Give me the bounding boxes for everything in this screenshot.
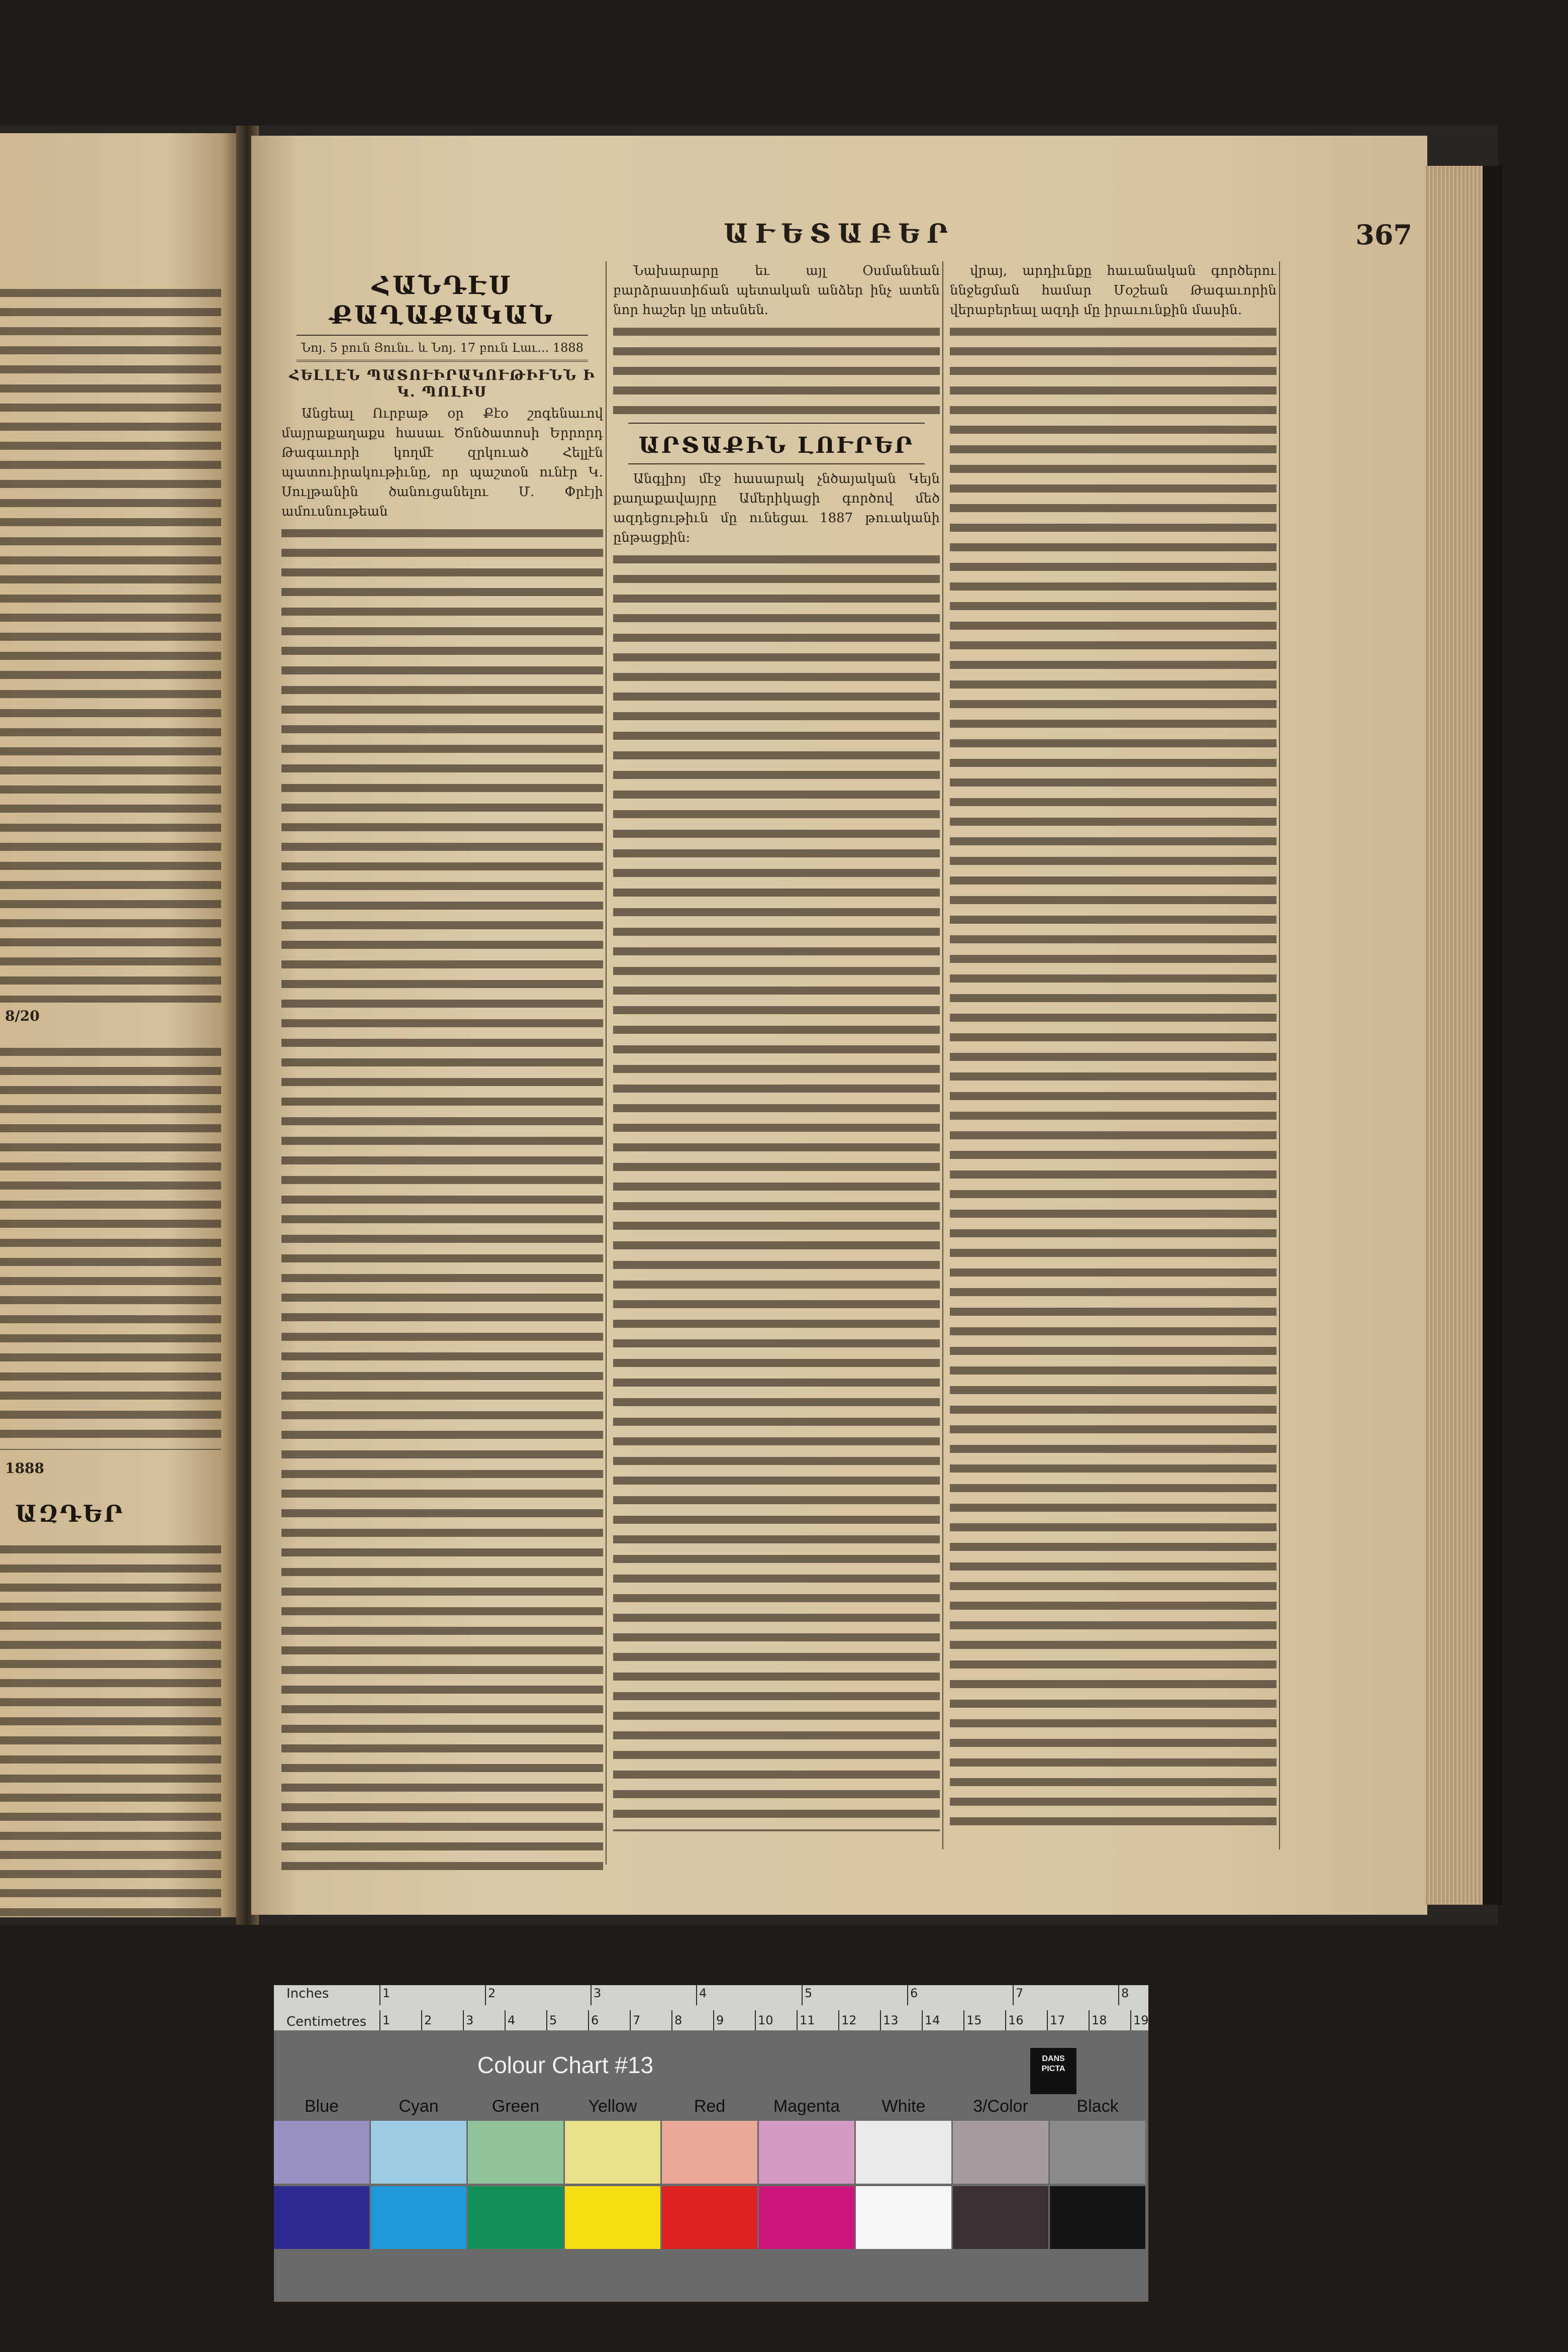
chart-title: Colour Chart #13 <box>477 2052 654 2078</box>
column-1 <box>281 261 603 1875</box>
ruler-cm-number: 16 <box>1008 2013 1024 2027</box>
article-body-text <box>613 322 940 418</box>
column-3 <box>950 261 1277 1859</box>
ruler-cm-tick <box>713 2010 714 2030</box>
left-heading: ԱԶԴԵՐ <box>15 1500 125 1527</box>
column-rule <box>1279 261 1280 1849</box>
ruler-cm-number: 3 <box>466 2013 474 2027</box>
ruler-cm-label: Centimetres <box>286 2014 367 2029</box>
running-head: ԱՒԵՏԱԲԵՐ <box>724 219 955 249</box>
swatch-label: Green <box>492 2097 540 2116</box>
swatch-dark <box>565 2186 660 2249</box>
swatch-label: 3/Color <box>973 2097 1028 2116</box>
ruler-cm-number: 1 <box>382 2013 390 2027</box>
ruler-cm-tick <box>1130 2010 1131 2030</box>
swatch-light <box>274 2121 369 2184</box>
divider <box>628 423 925 424</box>
brand-logo: DANS PICTA <box>1030 2048 1076 2094</box>
swatch-dark <box>371 2186 466 2249</box>
ruler-cm-number: 15 <box>966 2013 982 2027</box>
article-body-text <box>613 550 940 1831</box>
left-page <box>0 133 241 1917</box>
ruler-cm-number: 8 <box>674 2013 682 2027</box>
swatch-label: Black <box>1076 2097 1119 2116</box>
ruler-inch-tick <box>802 1985 803 2005</box>
swatch-light <box>1050 2121 1145 2184</box>
ruler-cm-tick <box>838 2010 839 2030</box>
swatch-label: Blue <box>304 2097 339 2116</box>
swatch-dark <box>1050 2186 1145 2249</box>
left-label-date: 8/20 <box>5 1008 40 1024</box>
ruler-cm-number: 12 <box>841 2013 857 2027</box>
date-line: Նոյ. 5 բուն Յունւ. և Նոյ. 17 բուն Լաւ... 1888 <box>301 341 583 355</box>
book-edge <box>1483 166 1503 1905</box>
ruler-cm-tick <box>421 2010 422 2030</box>
ruler-cm-number: 5 <box>549 2013 557 2027</box>
page-number: 367 <box>1355 219 1412 251</box>
ruler-cm-number: 4 <box>508 2013 516 2027</box>
article-paragraph: վրայ, արդիւնքը հաւանական գործերու ննջեցման համար Մօշեան Թագաւորին վերաբերեալ ազդի մը իրաւունքին մասին. <box>950 263 1277 318</box>
ruler-inches-label: Inches <box>286 1986 329 2001</box>
ruler-cm-tick <box>379 2010 380 2030</box>
ruler-cm-tick <box>463 2010 464 2030</box>
ruler-cm-tick <box>1047 2010 1048 2030</box>
ruler-cm-number: 13 <box>883 2013 899 2027</box>
divider <box>628 463 925 464</box>
article-paragraph: Նախարարը եւ այլ Օսմանեան բարձրաստիճան պետական անձեր ինչ ատեն նոր հաշեր կը տեսնեն. <box>613 263 940 318</box>
swatch-light <box>662 2121 757 2184</box>
ruler-cm-tick <box>546 2010 547 2030</box>
swatch-label: Cyan <box>399 2097 439 2116</box>
ruler-cm-tick <box>797 2010 798 2030</box>
left-text-block <box>0 284 221 1003</box>
ruler-inch-tick <box>379 1985 380 2005</box>
ruler-cm-number: 9 <box>716 2013 724 2027</box>
ruler-inch-number: 4 <box>699 1986 707 2000</box>
swatch-light <box>953 2121 1048 2184</box>
swatch-dark <box>856 2186 951 2249</box>
column-rule <box>606 261 607 1865</box>
ruler-cm-number: 18 <box>1092 2013 1107 2027</box>
ruler-cm-tick <box>630 2010 631 2030</box>
ruler-cm-number: 2 <box>424 2013 432 2027</box>
ruler-cm-tick <box>588 2010 589 2030</box>
article-paragraph: Անցեալ Ուրբաթ օր Քէօ շոգենաւով մայրաքաղաքս հասաւ Ծոնծատոսի Երրորդ Թագաւորի կողմէ զրկուած Հելլէն պատուիրակութիւնը, որ պաշտօն ունէր Կ. Սուլթանին ծանուցանելու Մ. Փրէյի ամուսնութեան <box>281 406 603 519</box>
column-rule <box>942 261 943 1849</box>
section-title: ՀԱՆԴԷՍ ՔԱՂԱՔԱԿԱՆ <box>330 270 555 330</box>
ruler-inch-tick <box>696 1985 697 2005</box>
ruler-inch-tick <box>907 1985 908 2005</box>
divider <box>297 360 588 362</box>
ruler-cm-number: 10 <box>758 2013 773 2027</box>
swatch-dark <box>662 2186 757 2249</box>
divider <box>297 335 588 336</box>
article-paragraph: Անգլիոյ մէջ հասարակ չնծայական Կեյն քաղաքավայրը Ամերիկացի գործով մեծ ազդեցութիւն մը ունեցաւ 1887 թուականի ընթացքին: <box>613 471 940 545</box>
left-page-text <box>0 284 221 1917</box>
right-page <box>251 136 1427 1915</box>
left-label-year: 1888 <box>5 1460 44 1477</box>
ruler-cm-tick <box>880 2010 881 2030</box>
article-body-text <box>281 524 603 1875</box>
swatch-dark <box>468 2186 563 2249</box>
swatch-label: Red <box>694 2097 726 2116</box>
ruler-cm-tick <box>963 2010 964 2030</box>
ruler-cm-number: 17 <box>1050 2013 1065 2027</box>
swatch-dark <box>759 2186 854 2249</box>
ruler-cm-number: 6 <box>591 2013 599 2027</box>
ruler-cm-number: 11 <box>800 2013 815 2027</box>
ruler-inch-number: 8 <box>1121 1986 1129 2000</box>
chart-body <box>274 2030 1148 2302</box>
swatch-light <box>371 2121 466 2184</box>
left-text-block <box>0 1540 221 1917</box>
ruler-cm-number: 19 <box>1133 2013 1149 2027</box>
swatch-dark <box>274 2186 369 2249</box>
ruler-cm-number: 14 <box>925 2013 940 2027</box>
ruler-inch-tick <box>591 1985 592 2005</box>
page-stack-edges <box>1425 166 1483 1905</box>
ruler-cm-tick <box>505 2010 506 2030</box>
article-body-text <box>950 322 1277 1830</box>
swatch-light <box>759 2121 854 2184</box>
column-2 <box>613 261 940 1859</box>
swatch-label: Yellow <box>588 2097 637 2116</box>
ruler-inch-number: 2 <box>488 1986 496 2000</box>
ruler-inch-tick <box>1013 1985 1014 2005</box>
left-text-block <box>0 1043 221 1450</box>
swatch-light <box>565 2121 660 2184</box>
ruler-inch-number: 6 <box>910 1986 918 2000</box>
ruler-inch-tick <box>1118 1985 1119 2005</box>
swatch-label: Magenta <box>773 2097 840 2116</box>
ruler-cm-number: 7 <box>633 2013 641 2027</box>
ruler-inch-number: 5 <box>805 1986 813 2000</box>
ruler-cm-tick <box>755 2010 756 2030</box>
colour-chart <box>274 1985 1148 2302</box>
measuring-ruler <box>274 1985 1148 2030</box>
ruler-cm-tick <box>671 2010 672 2030</box>
section-title: ԱՐՏԱՔԻՆ ԼՈՒՐԵՐ <box>638 433 915 458</box>
swatch-light <box>468 2121 563 2184</box>
ruler-inch-tick <box>485 1985 486 2005</box>
swatch-dark <box>953 2186 1048 2249</box>
ruler-inch-number: 3 <box>594 1986 602 2000</box>
swatch-label: White <box>881 2097 926 2116</box>
ruler-cm-tick <box>1005 2010 1006 2030</box>
ruler-cm-tick <box>1089 2010 1090 2030</box>
article-heading: ՀԵԼԼԷՆ ՊԱՏՈՒԻՐԱԿՈՒԹԻՒՆՆ Ի Կ. ՊՈԼԻՍ <box>289 367 596 400</box>
ruler-inch-number: 1 <box>382 1986 390 2000</box>
ruler-cm-tick <box>922 2010 923 2030</box>
ruler-inch-number: 7 <box>1016 1986 1024 2000</box>
swatch-light <box>856 2121 951 2184</box>
